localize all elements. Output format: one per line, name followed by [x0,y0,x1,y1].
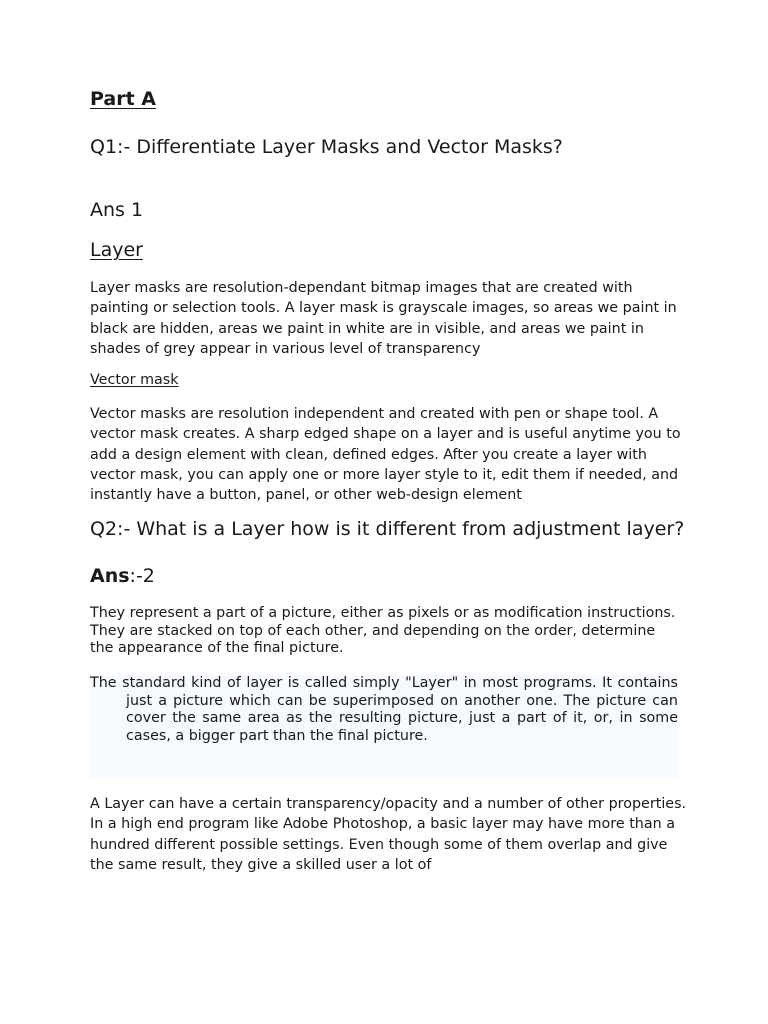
answer-2-label-bold: Ans [90,565,130,587]
answer-2-label-rest: :-2 [129,565,155,587]
vector-mask-heading: Vector mask [90,372,179,388]
question-1: Q1:- Differentiate Layer Masks and Vector Masks? [90,136,563,158]
layer-opacity-paragraph: A Layer can have a certain transparency/opacity and a number of other properties. In a high end program like Adobe Photoshop, a basic layer may have more than a hundred different possible settings. Even though some of them overlap and give the same result, they give a skilled user a lot of [90,796,687,873]
question-2: Q2:- What is a Layer how is it different from adjustment layer? [90,518,685,540]
layer-definition-paragraph: They represent a part of a picture, either as pixels or as modification instructions. They are stacked on top of each other, and depending on the order, determine the appearance of the final picture. [90,605,676,656]
standard-layer-paragraph: The standard kind of layer is called simply "Layer" in most programs. It contains just a picture which can be superimposed on another one. The picture can cover the same area as the resulting picture, just a part of it, or, in some cases, a bigger part than the final picture. [90,675,678,744]
answer-2-label [90,565,155,587]
answer-1-label: Ans 1 [90,199,144,221]
layer-heading: Layer [90,239,143,261]
layer-mask-paragraph: Layer masks are resolution-dependant bitmap images that are created with painting or selection tools. A layer mask is grayscale images, so areas we paint in black are hidden, areas we paint in white are in visible, and areas we paint in shades of grey appear in various level of transparency [90,280,677,357]
part-heading: Part A [90,88,157,110]
vector-mask-paragraph: Vector masks are resolution independent and created with pen or shape tool. A vector mask creates. A sharp edged shape on a layer and is useful anytime you to add a design element with clean, defined edges. After you create a layer with vector mask, you can apply one or more layer style to it, edit them if needed, and instantly have a button, panel, or other web-design element [90,406,681,504]
